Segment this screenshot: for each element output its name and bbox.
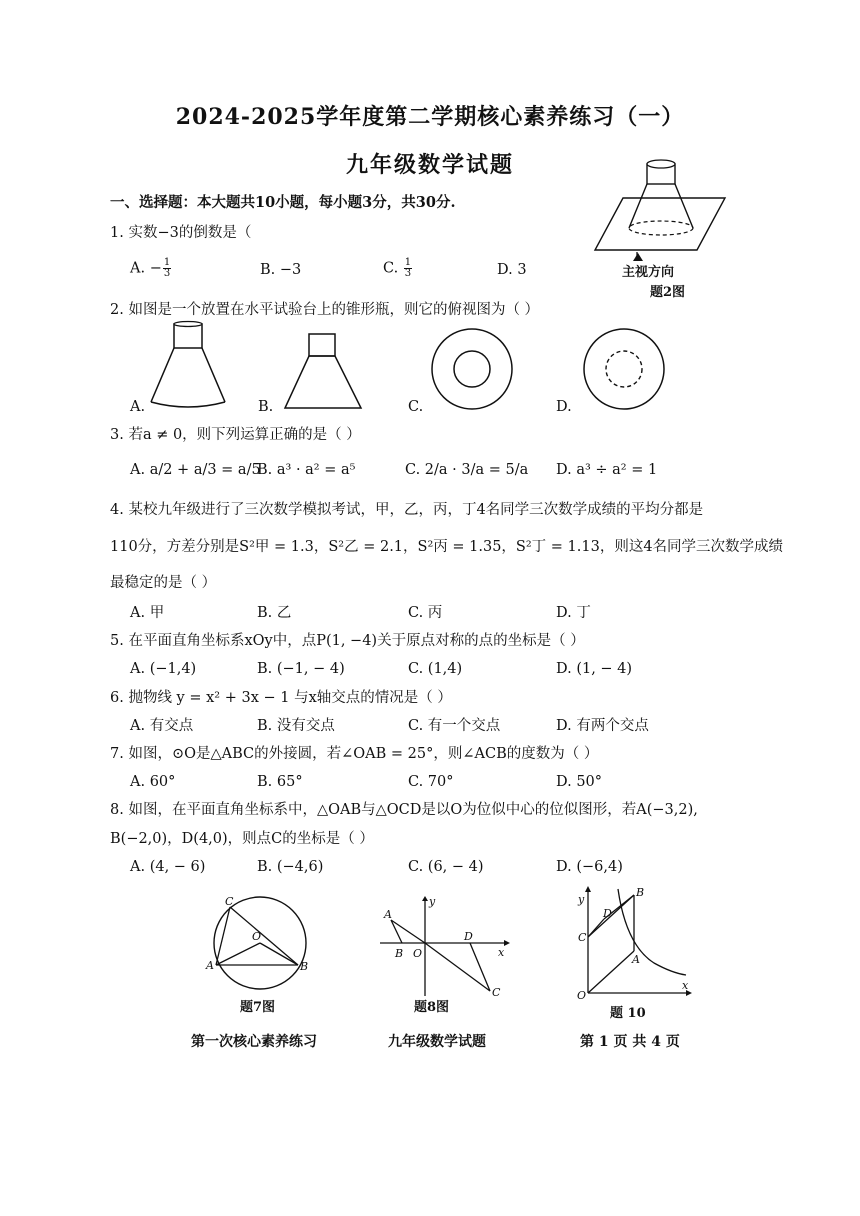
q2-figure-a [148, 322, 228, 412]
fig8-label-o: O [413, 947, 423, 960]
exam-title: 2024-2025学年度第二学期核心素养练习（一） [175, 104, 685, 130]
q1-stem: 1. 实数−3的倒数是（ [110, 225, 252, 241]
fig10-coordinate-diagram [574, 885, 692, 1000]
footer-left: 第一次核心素养练习 [191, 1034, 317, 1050]
fig2-caption: 题2图 [650, 285, 686, 300]
q3-stem: 3. 若a ≠ 0，则下列运算正确的是（ ） [110, 427, 361, 443]
q7-stem: 7. 如图，⊙O是△ABC的外接圆，若∠OAB = 25°，则∠ACB的度数为（ ） [110, 746, 599, 762]
exam-subtitle: 九年级数学试题 [345, 152, 514, 178]
q1-option-a-sign: − [149, 260, 162, 277]
q2-option-d[interactable]: D. [556, 399, 572, 415]
q5-stem: 5. 在平面直角坐标系xOy中，点P(1, −4)关于原点对称的点的坐标是（ ） [110, 633, 585, 649]
q2-option-a[interactable]: A. [130, 399, 146, 415]
fig7-label-o: O [252, 930, 262, 943]
q7-option-c[interactable]: C. 70° [408, 774, 454, 790]
fig7-label-c: C [225, 895, 234, 908]
q1-option-a-den: 3 [163, 268, 171, 279]
q7-option-a[interactable]: A. 60° [130, 774, 176, 790]
fig8-coordinate-diagram [378, 896, 510, 1000]
q4-option-d[interactable]: D. 丁 [556, 605, 591, 621]
q2-option-b[interactable]: B. [258, 399, 274, 415]
q8-line-2: B(−2,0)，D(4,0)，则点C的坐标是（ ） [110, 831, 374, 847]
q4-option-c[interactable]: C. 丙 [408, 605, 443, 621]
q3-option-c[interactable]: C. 2/a · 3/a = 5/a [405, 462, 529, 478]
q4-line-2: 110分，方差分别是S²甲 = 1.3，S²乙 = 2.1，S²丙 = 1.35，S²丁 = 1.13，则这4名同学三次数学成绩 [110, 539, 784, 555]
q2-option-c[interactable]: C. [408, 399, 424, 415]
q6-option-c[interactable]: C. 有一个交点 [408, 718, 501, 734]
fig10-label-c: C [578, 931, 587, 944]
flask-figure [585, 158, 735, 258]
q3-option-a[interactable]: A. a/2 + a/3 = a/5 [130, 462, 261, 478]
q2-stem: 2. 如图是一个放置在水平试验台上的锥形瓶，则它的俯视图为（ ） [110, 302, 540, 318]
footer-center: 九年级数学试题 [388, 1034, 486, 1050]
q2-figure-d [582, 327, 666, 411]
q7-option-d[interactable]: D. 50° [556, 774, 603, 790]
q1-option-c-frac [404, 258, 412, 279]
q6-option-a[interactable]: A. 有交点 [130, 718, 194, 734]
q6-stem: 6. 抛物线 y = x² + 3x − 1 与x轴交点的情况是（ ） [110, 690, 452, 706]
q7-option-b[interactable]: B. 65° [257, 774, 303, 790]
q8-option-a[interactable]: A. (4, − 6) [130, 859, 206, 875]
fig10-label-d: D [603, 907, 612, 920]
fig10-label-x: x [682, 979, 689, 992]
footer-page-number: 第 1 页 共 4 页 [580, 1034, 680, 1050]
q1-option-c-num: 1 [404, 257, 412, 268]
fig7-label-b: B [300, 960, 309, 973]
q4-option-a[interactable]: A. 甲 [130, 605, 165, 621]
q1-option-a-label: A. [130, 260, 146, 277]
section-heading: 一、选择题：本大题共10小题，每小题3分，共30分. [110, 194, 456, 211]
fig7-circle-diagram [200, 893, 320, 993]
q4-option-b[interactable]: B. 乙 [257, 605, 292, 621]
q4-line-1: 4. 某校九年级进行了三次数学模拟考试，甲，乙，丙，丁4名同学三次数学成绩的平均分都是 [110, 502, 704, 518]
q1-option-c-den: 3 [404, 268, 412, 279]
fig8-label-y: y [429, 895, 436, 908]
q1-option-c-label: C. [383, 260, 399, 277]
q8-option-c[interactable]: C. (6, − 4) [408, 859, 484, 875]
q1-option-a-frac [163, 258, 171, 279]
fig8-caption: 题8图 [414, 1000, 450, 1015]
fig8-label-d: D [464, 930, 473, 943]
q2-figure-c [430, 327, 514, 411]
fig8-label-c: C [492, 986, 501, 999]
fig8-label-b: B [395, 947, 404, 960]
q3-option-b[interactable]: B. a³ · a² = a⁵ [257, 462, 356, 478]
q5-option-c[interactable]: C. (1,4) [408, 661, 463, 677]
q3-option-d[interactable]: D. a³ ÷ a² = 1 [556, 462, 658, 478]
q1-option-a-num: 1 [163, 257, 171, 268]
fig10-label-b: B [636, 886, 645, 899]
fig7-caption: 题7图 [240, 1000, 276, 1015]
fig10-label-y: y [578, 893, 585, 906]
fig8-label-a: A [384, 908, 392, 921]
q1-option-d[interactable]: D. 3 [497, 262, 527, 278]
fig7-label-a: A [206, 959, 214, 972]
q8-option-d[interactable]: D. (−6,4) [556, 859, 623, 875]
q6-option-d[interactable]: D. 有两个交点 [556, 718, 649, 734]
fig10-caption: 题 10 [610, 1006, 646, 1021]
q1-option-a[interactable] [130, 258, 172, 279]
fig10-label-a: A [632, 953, 640, 966]
q8-line-1: 8. 如图，在平面直角坐标系中，△OAB与△OCD是以O为位似中心的位似图形，若A(−3,2), [110, 802, 698, 818]
fig8-label-x: x [498, 946, 505, 959]
q5-option-b[interactable]: B. (−1, − 4) [257, 661, 345, 677]
q1-option-b[interactable]: B. −3 [260, 262, 302, 278]
q5-option-a[interactable]: A. (−1,4) [130, 661, 197, 677]
q6-option-b[interactable]: B. 没有交点 [257, 718, 335, 734]
q1-option-c[interactable] [383, 258, 413, 279]
q2-figure-b [283, 332, 363, 410]
q4-line-3: 最稳定的是（ ） [110, 575, 217, 591]
q5-option-d[interactable]: D. (1, − 4) [556, 661, 633, 677]
view-direction-label: 主视方向 [622, 265, 675, 280]
q8-option-b[interactable]: B. (−4,6) [257, 859, 324, 875]
fig10-label-o: O [577, 989, 587, 1002]
